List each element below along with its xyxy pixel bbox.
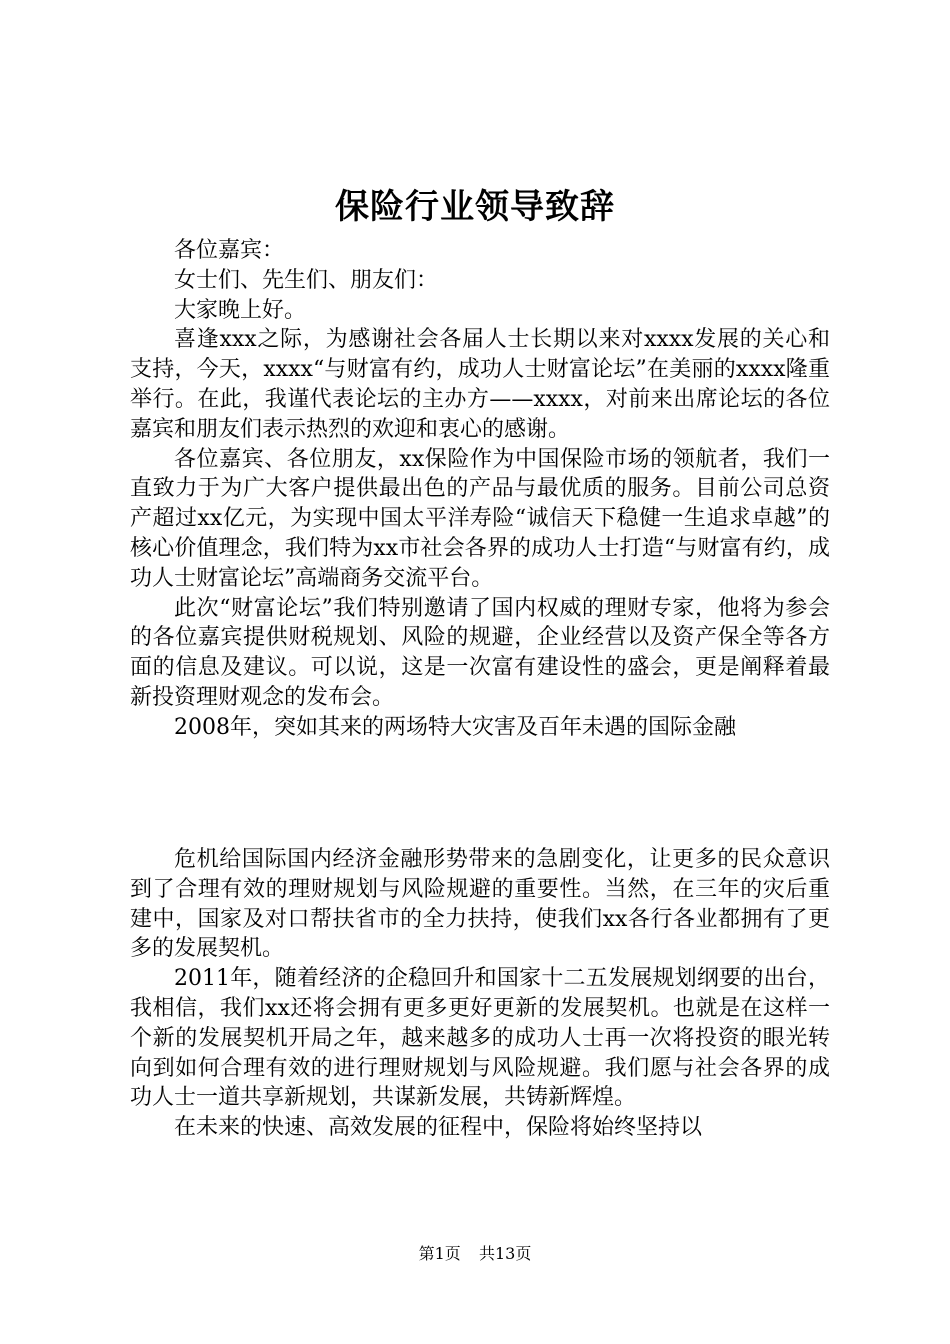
page-number: 第1页	[418, 1244, 461, 1263]
body-text-block-1	[130, 236, 830, 743]
document-title: 保险行业领导致辞	[335, 187, 615, 227]
paragraph-2008-start: 2008年，突如其来的两场特大灾害及百年未遇的国际金融	[174, 714, 736, 740]
paragraph-forum-intro: 此次“财富论坛”我们特别邀请了国内权威的理财专家，他将为参会的各位嘉宾提供财税规划、风险的规避，企业经营以及资产保全等各方面的信息及建议。可以说，这是一次富有建设性的盛会，更是阐释着最新投资理财观念的发布会。	[130, 595, 830, 710]
paragraph-welcome: 喜逢xxx之际，为感谢社会各届人士长期以来对xxxx发展的关心和支持，今天，xxxx“与财富有约，成功人士财富论坛”在美丽的xxxx隆重举行。在此，我谨代表论坛的主办方——xxxx，对前来出席论坛的各位嘉宾和朋友们表示热烈的欢迎和衷心的感谢。	[130, 327, 830, 442]
paragraph-greeting-evening: 大家晚上好。	[174, 297, 307, 323]
paragraph-future-start: 在未来的快速、高效发展的征程中，保险将始终坚持以	[174, 1115, 703, 1141]
paragraph-2008-continued: 危机给国际国内经济金融形势带来的急剧变化，让更多的民众意识到了合理有效的理财规划与风险规避的重要性。当然，在三年的灾后重建中，国家及对口帮扶省市的全力扶持，使我们xx各行各业都拥有了更多的发展契机。	[130, 847, 830, 962]
paragraph-greeting-guests: 各位嘉宾：	[174, 238, 285, 263]
body-text-block-2	[130, 845, 830, 1143]
page-footer	[0, 1242, 950, 1266]
paragraph-greeting-audience: 女士们、先生们、朋友们：	[174, 267, 439, 293]
page-total: 共13页	[479, 1244, 532, 1263]
paragraph-company-intro: 各位嘉宾、各位朋友，xx保险作为中国保险市场的领航者，我们一直致力于为广大客户提供最出色的产品与最优质的服务。目前公司总资产超过xx亿元，为实现中国太平洋寿险“诚信天下稳健一生追求卓越”的核心价值理念，我们特为xx市社会各界的成功人士打造“与财富有约，成功人士财富论坛”高端商务交流平台。	[130, 446, 830, 591]
paragraph-2011: 2011年，随着经济的企稳回升和国家十二五发展规划纲要的出台，我相信，我们xx还将会拥有更多更好更新的发展契机。也就是在这样一个新的发展契机开局之年，越来越多的成功人士再一次将投资的眼光转向到如何合理有效的进行理财规划与风险规避。我们愿与社会各界的成功人士一道共享新规划，共谋新发展，共铸新辉煌。	[130, 966, 830, 1111]
